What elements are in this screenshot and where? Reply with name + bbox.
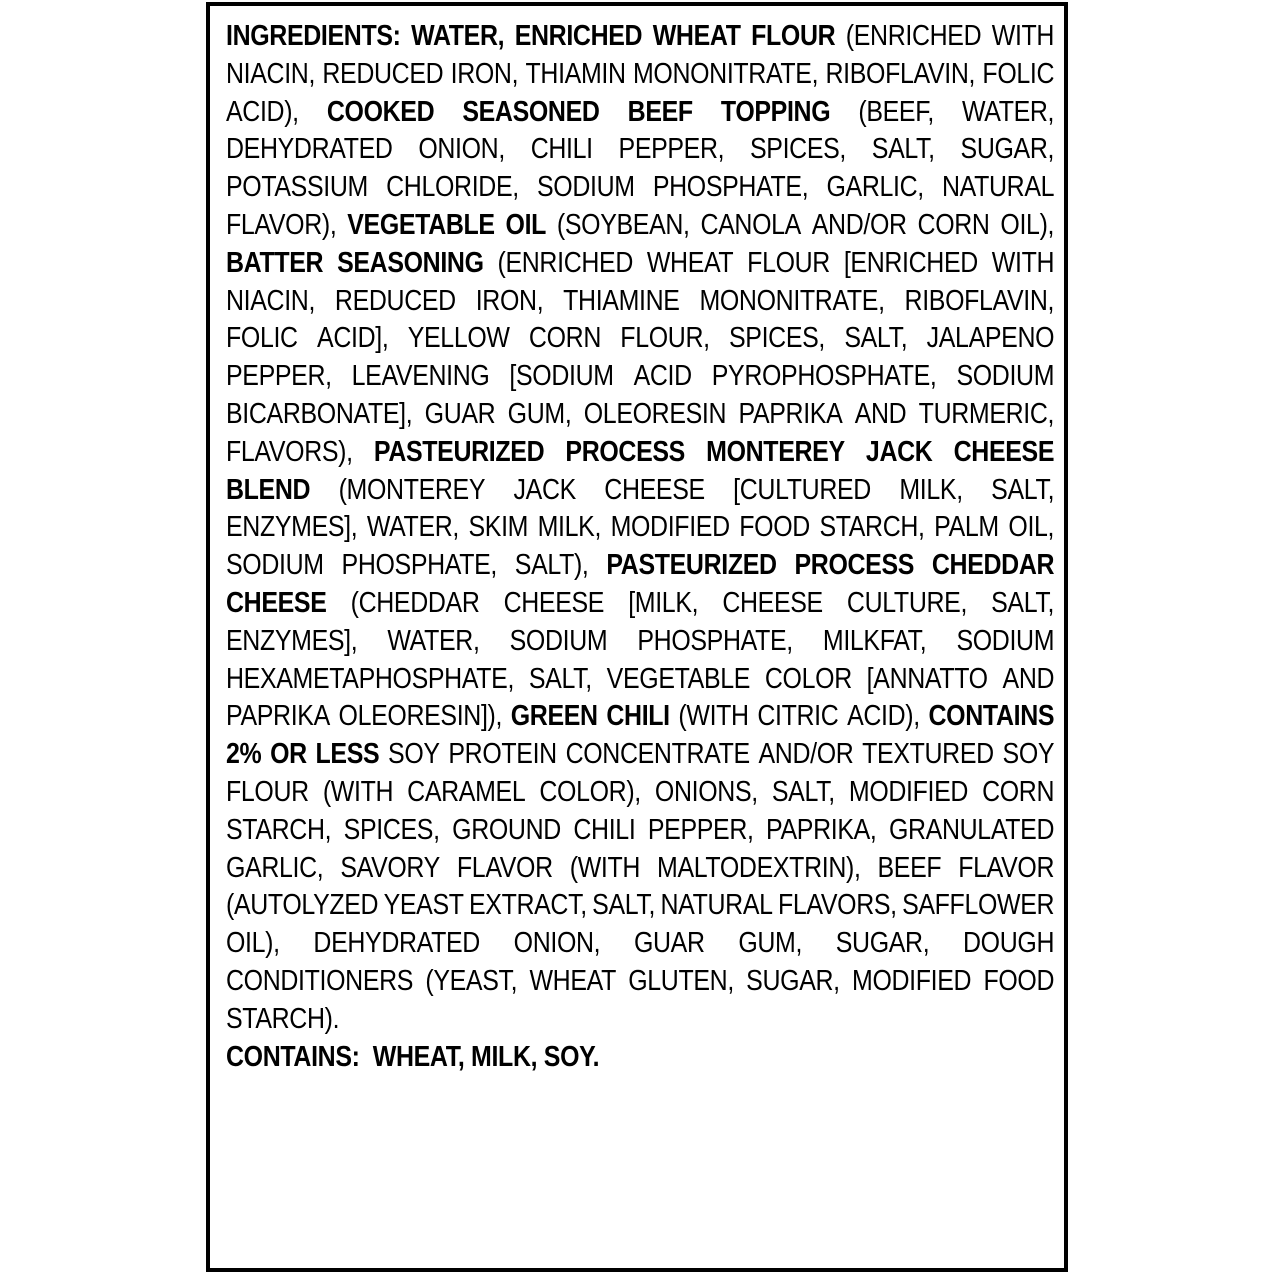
ingredient-word-bold: COOKED — [326, 95, 435, 128]
ingredient-word: CONCENTRATE — [565, 738, 750, 771]
ingredients-line — [226, 547, 1054, 585]
ingredient-word: WATER, — [961, 95, 1055, 128]
ingredients-line — [226, 623, 1054, 661]
ingredient-word: JACK — [513, 473, 576, 506]
ingredient-word: GUM, — [507, 397, 572, 430]
ingredients-line — [226, 698, 1054, 736]
ingredient-word: PEPPER, — [618, 133, 725, 166]
ingredient-word: SALT, — [592, 889, 656, 922]
ingredient-word: TEXTURED — [862, 738, 994, 771]
ingredient-word: (SOYBEAN, — [556, 208, 690, 241]
ingredients-line — [226, 736, 1054, 774]
ingredient-word: MODIFIED — [852, 964, 972, 997]
ingredient-word: GUAR — [633, 927, 705, 960]
ingredient-word: PYROPHOSPHATE, — [711, 360, 937, 393]
ingredient-word: ACID — [633, 360, 692, 393]
ingredient-word: CHILI — [573, 813, 636, 846]
ingredient-word: STARCH, — [819, 511, 925, 544]
ingredient-word: HEXAMETAPHOSPHATE, — [226, 662, 515, 695]
ingredient-word: (AUTOLYZED — [226, 889, 379, 922]
ingredient-word: AND — [1002, 662, 1055, 695]
ingredient-word: TURMERIC, — [918, 397, 1055, 430]
ingredient-word: ACID), — [226, 95, 299, 128]
ingredient-word: (WITH — [322, 775, 394, 808]
ingredient-word: CORN — [982, 775, 1055, 808]
ingredients-line — [226, 358, 1054, 396]
ingredient-word: FOLIC — [982, 57, 1055, 90]
ingredient-word: LEAVENING — [351, 360, 490, 393]
ingredient-word: IRON, — [475, 284, 544, 317]
ingredient-word-bold: BATTER — [226, 246, 324, 279]
ingredient-word: AND — [854, 397, 907, 430]
ingredient-word: CULTURE, — [846, 586, 968, 619]
ingredient-word: OIL, — [1008, 511, 1055, 544]
ingredients-line — [226, 963, 1054, 1001]
ingredients-line — [226, 850, 1054, 888]
ingredient-word-bold: CHEDDAR — [931, 549, 1055, 582]
ingredient-word: (WITH — [569, 851, 641, 884]
ingredient-word-bold: PROCESS — [565, 435, 685, 468]
ingredient-word: ONION, — [418, 133, 505, 166]
ingredient-word: PEPPER, — [226, 360, 332, 393]
ingredient-word: (YEAST, — [425, 964, 518, 997]
ingredient-word: MALTODEXTRIN), — [657, 851, 861, 884]
ingredient-word: CANOLA — [700, 208, 801, 241]
ingredient-word-bold: BEEF — [627, 95, 693, 128]
ingredient-word: WHEAT — [529, 964, 616, 997]
ingredient-word: FOOD — [739, 511, 810, 544]
ingredients-text — [226, 18, 1054, 1076]
ingredient-word: PAPRIKA — [738, 397, 843, 430]
ingredient-word-bold: MONTEREY — [706, 435, 845, 468]
ingredient-word: MODIFIED — [610, 511, 730, 544]
ingredients-line — [226, 320, 1054, 358]
ingredient-word: SALT, — [871, 133, 935, 166]
ingredient-word: THIAMIN — [525, 57, 626, 90]
ingredient-word-bold: GREEN — [510, 700, 598, 733]
ingredient-word: ONIONS, — [654, 775, 758, 808]
ingredient-word: THIAMINE — [563, 284, 680, 317]
ingredient-word: PHOSPHATE, — [652, 171, 809, 204]
ingredient-word-bold: FLOUR — [751, 20, 836, 52]
ingredient-word: SPICES, — [729, 322, 826, 355]
ingredient-word: WITH — [991, 246, 1055, 279]
ingredient-word: (CHEDDAR — [350, 586, 480, 619]
ingredient-word: SKIM — [468, 511, 529, 544]
ingredient-word: VEGETABLE — [606, 662, 751, 695]
ingredients-line — [226, 283, 1054, 321]
ingredient-word-bold: PASTEURIZED — [606, 549, 777, 582]
ingredient-word: PHOSPHATE, — [637, 624, 793, 657]
ingredient-word-bold: LESS — [315, 738, 380, 771]
ingredient-word: BICARBONATE], — [226, 397, 413, 430]
ingredient-word: [ENRICHED — [843, 246, 978, 279]
ingredients-line — [226, 509, 1054, 547]
ingredient-word-bold: OIL — [505, 208, 547, 241]
ingredient-word: [MILK, — [628, 586, 699, 619]
ingredient-word: DEHYDRATED — [226, 133, 393, 166]
ingredient-word: GLUTEN, — [628, 964, 734, 997]
allergen-contains-statement: CONTAINS: WHEAT, MILK, SOY. — [226, 1040, 600, 1073]
ingredient-word: FLAVOR — [958, 851, 1055, 884]
ingredient-word: MILK, — [537, 511, 602, 544]
ingredient-word: SAVORY — [340, 851, 440, 884]
ingredient-word: CARAMEL — [407, 775, 526, 808]
ingredient-word: WATER, — [366, 511, 459, 544]
ingredient-word-bold: BLEND — [226, 473, 311, 506]
ingredient-word: SODIUM — [956, 624, 1055, 657]
ingredient-word: CHILI — [530, 133, 593, 166]
ingredient-word-bold: CHILI — [606, 700, 670, 733]
ingredient-word: FLAVOR — [456, 851, 553, 884]
ingredient-word: OLEORESIN]), — [338, 700, 503, 733]
ingredient-word: SALT, — [771, 775, 835, 808]
ingredient-word: GUAR — [424, 397, 496, 430]
ingredient-word: POTASSIUM — [226, 171, 368, 204]
ingredient-word: CORN — [528, 322, 602, 355]
ingredients-line — [226, 661, 1054, 699]
ingredient-word: DEHYDRATED — [313, 927, 480, 960]
ingredient-word: PALM — [934, 511, 999, 544]
ingredient-word: PROTEIN — [448, 738, 557, 771]
ingredient-word: NIACIN, — [226, 57, 316, 90]
ingredient-word: GARLIC, — [826, 171, 924, 204]
ingredient-word: [CULTURED — [733, 473, 871, 506]
ingredient-word: SALT, — [844, 322, 908, 355]
ingredients-line — [226, 1001, 1054, 1039]
ingredient-word: SODIUM — [226, 549, 324, 582]
ingredient-word: SODIUM — [956, 360, 1055, 393]
ingredients-line — [226, 434, 1054, 472]
ingredient-word-bold: VEGETABLE — [347, 208, 495, 241]
ingredient-word-bold: WHEAT — [652, 20, 741, 52]
ingredient-word: ONION, — [513, 927, 601, 960]
ingredient-word-bold: WATER, — [411, 20, 505, 52]
ingredient-word: SPICES, — [343, 813, 440, 846]
ingredient-word: OLEORESIN — [583, 397, 727, 430]
ingredient-word: CHEESE — [503, 586, 605, 619]
ingredients-line — [226, 585, 1054, 623]
ingredient-word: (WITH — [678, 700, 749, 733]
ingredient-word: PAPRIKA — [226, 700, 330, 733]
ingredients-line — [226, 169, 1054, 207]
ingredient-word: RIBOFLAVIN, — [825, 57, 976, 90]
ingredient-word: PHOSPHATE, — [341, 549, 497, 582]
ingredient-word: OIL), — [226, 927, 280, 960]
ingredient-word: SUGAR, — [746, 964, 840, 997]
ingredient-word: SALT, — [528, 662, 592, 695]
ingredient-word-bold: SEASONING — [337, 246, 484, 279]
ingredient-word-bold: CHEESE — [953, 435, 1055, 468]
ingredient-word: (ENRICHED — [497, 246, 633, 279]
ingredient-word-bold: INGREDIENTS: — [226, 20, 401, 52]
ingredient-word: YELLOW — [407, 322, 510, 355]
ingredient-word: SAFFLOWER — [902, 889, 1055, 922]
ingredient-word-bold: PASTEURIZED — [373, 435, 545, 468]
ingredient-word: MILKFAT, — [822, 624, 927, 657]
ingredient-word: [SODIUM — [509, 360, 614, 393]
ingredient-word-bold: OR — [270, 738, 307, 771]
ingredients-line — [226, 396, 1054, 434]
ingredient-word: FLAVORS), — [226, 435, 353, 468]
ingredient-word: GRANULATED — [888, 813, 1055, 846]
ingredient-word: CORN — [917, 208, 990, 241]
ingredient-word: OIL), — [1000, 208, 1055, 241]
ingredient-word: MODIFIED — [848, 775, 969, 808]
ingredients-line — [226, 472, 1054, 510]
ingredient-word: BEEF — [877, 851, 942, 884]
ingredient-word: EXTRACT, — [468, 889, 587, 922]
ingredient-word: MONONITRATE, — [699, 284, 885, 317]
ingredient-word: RIBOFLAVIN, — [904, 284, 1055, 317]
ingredients-line — [226, 131, 1054, 169]
ingredient-word-bold: ENRICHED — [514, 20, 643, 52]
ingredient-word: AND/OR — [811, 208, 907, 241]
ingredient-word: ACID], — [317, 322, 389, 355]
ingredient-word: REDUCED — [322, 57, 444, 90]
ingredient-word: CONDITIONERS — [226, 964, 414, 997]
ingredient-word: SUGAR, — [835, 927, 930, 960]
ingredient-word: FLOUR, — [620, 322, 710, 355]
ingredient-word-bold: PROCESS — [794, 549, 915, 582]
ingredients-label-box — [206, 2, 1068, 1272]
ingredient-word: COLOR — [764, 662, 852, 695]
ingredient-word-bold: 2% — [226, 738, 262, 771]
ingredient-word: NATURAL — [660, 889, 773, 922]
ingredient-word: PEPPER, — [647, 813, 754, 846]
ingredient-word: (MONTEREY — [338, 473, 486, 506]
ingredient-word: WITH — [991, 20, 1055, 52]
ingredient-word: ENZYMES], — [226, 624, 358, 657]
ingredient-word: WATER, — [387, 624, 480, 657]
ingredient-word: JALAPENO — [926, 322, 1055, 355]
ingredients-line — [226, 56, 1054, 94]
ingredient-word: CHEESE — [722, 586, 823, 619]
ingredients-line — [226, 207, 1054, 245]
ingredient-word: FLOUR — [747, 246, 830, 279]
ingredient-word: SALT, — [991, 586, 1055, 619]
ingredient-word: MONONITRATE, — [632, 57, 819, 90]
ingredient-word-bold: CONTAINS — [928, 700, 1055, 733]
ingredients-line — [226, 925, 1054, 963]
ingredients-line — [226, 774, 1054, 812]
ingredient-word: (ENRICHED — [845, 20, 982, 52]
ingredient-word: YEAST — [383, 889, 464, 922]
ingredient-word: GUM, — [738, 927, 803, 960]
ingredient-word: FOOD — [983, 964, 1055, 997]
ingredient-word: SODIUM — [509, 624, 608, 657]
ingredient-word: SUGAR, — [960, 133, 1055, 166]
ingredient-word: ENZYMES], — [226, 511, 358, 544]
ingredient-word: CHEESE — [604, 473, 705, 506]
ingredient-word: PAPRIKA, — [766, 813, 877, 846]
ingredient-word: GARLIC, — [226, 851, 324, 884]
ingredient-word: SPICES, — [750, 133, 847, 166]
ingredient-word: GROUND — [452, 813, 561, 846]
ingredient-word: WHEAT — [646, 246, 734, 279]
ingredients-line — [226, 18, 1054, 56]
ingredient-word: COLOR), — [539, 775, 641, 808]
ingredient-word: CHLORIDE, — [386, 171, 519, 204]
ingredient-word: STARCH). — [226, 1002, 340, 1035]
ingredient-word: ACID), — [847, 700, 920, 733]
ingredient-word: REDUCED — [334, 284, 456, 317]
ingredient-word: FLOUR — [226, 775, 309, 808]
ingredients-line — [226, 94, 1054, 132]
ingredient-word: IRON, — [450, 57, 519, 90]
ingredient-word-bold: CHEESE — [226, 586, 327, 619]
ingredient-word: [ANNATTO — [866, 662, 988, 695]
ingredient-word-bold: SEASONED — [462, 95, 600, 128]
ingredient-word: NATURAL — [942, 171, 1055, 204]
ingredient-word: FLAVORS, — [777, 889, 897, 922]
ingredient-word-bold: JACK — [865, 435, 933, 468]
ingredient-word: (BEEF, — [858, 95, 934, 128]
ingredient-word-bold: TOPPING — [720, 95, 831, 128]
ingredients-line — [226, 887, 1054, 925]
ingredients-line — [226, 245, 1054, 283]
ingredient-word: SOY — [1002, 738, 1055, 771]
ingredient-word: SALT), — [514, 549, 589, 582]
ingredient-word: CITRIC — [757, 700, 839, 733]
ingredient-word: SALT, — [991, 473, 1055, 506]
ingredient-word: DOUGH — [963, 927, 1055, 960]
ingredient-word: NIACIN, — [226, 284, 316, 317]
ingredient-word: AND/OR — [758, 738, 854, 771]
ingredient-word: SOY — [388, 738, 440, 771]
ingredient-word: STARCH, — [226, 813, 332, 846]
ingredient-word: FLAVOR), — [226, 208, 337, 241]
ingredient-word: FOLIC — [226, 322, 298, 355]
ingredients-line — [226, 812, 1054, 850]
ingredient-word: MILK, — [899, 473, 963, 506]
ingredient-word: SODIUM — [536, 171, 635, 204]
